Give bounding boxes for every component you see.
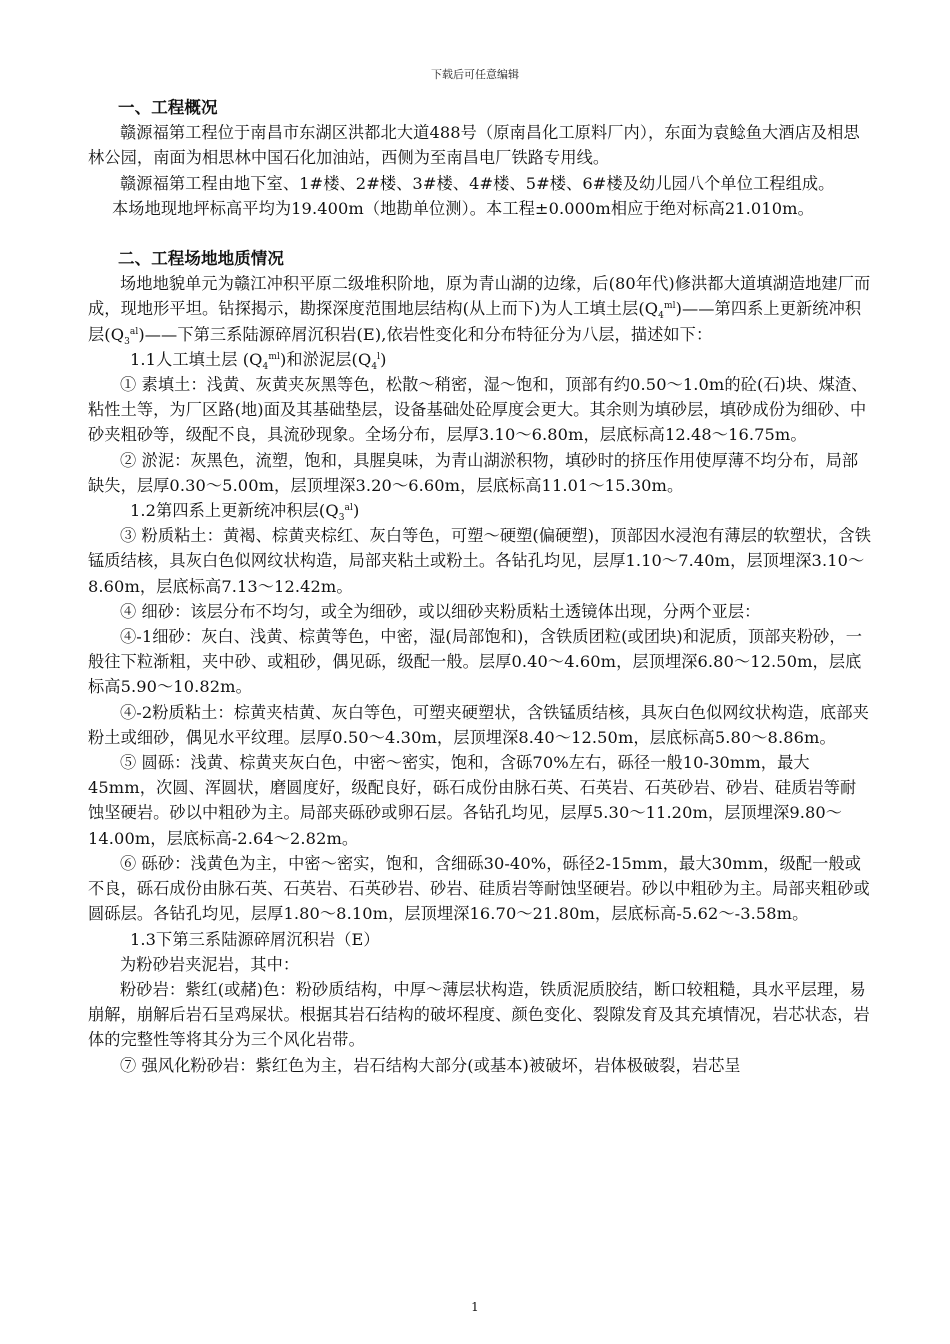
- spacer: [88, 221, 872, 246]
- superscript: ml: [268, 351, 280, 362]
- paragraph-siltstone: 粉砂岩：紫红(或赭)色：粉砂质结构，中厚～薄层状构造，铁质泥质胶结，断口较粗糙，具水平层理，易崩解，崩解后岩石呈鸡屎状。根据其岩石结构的破坏程度、颜色变化、裂隙发育及其充填情况，岩芯状态，岩体的完整性等将其分为三个风化岩带。: [88, 979, 870, 1050]
- subscript: 4: [371, 362, 378, 373]
- paragraph-rock-intro: 为粉砂岩夹泥岩，其中：: [120, 954, 300, 974]
- paragraph-round-gravel: ⑤ 圆砾：浅黄、棕黄夹灰白色，中密～密实，饱和，含砾70%左右，砾径一般10-30mm，最大45mm，次圆、浑圆状，磨圆度好，级配良好，砾石成份由脉石英、石英岩、石英砂岩、砂岩、硅质岩等耐蚀坚硬岩。砂以中粗砂为主。局部夹砾砂或卵石层。各钻孔均见，层厚5.30～11.20m，层顶埋深9.80～14.00m，层底标高-2.64～2.82m。: [88, 753, 857, 848]
- text-run: ): [380, 349, 387, 369]
- text-run: )——下第三系陆源碎屑沉积岩(E),依岩性变化和分布特征分为八层，描述如下：: [138, 324, 713, 344]
- document-body: [88, 95, 872, 1078]
- section-title-overview: 一、工程概况: [118, 98, 218, 117]
- paragraph-fine-sand: ④ 细砂：该层分布不均匀，或全为细砂，或以细砂夹粉质粘土透镜体出现，分两个亚层：: [120, 601, 761, 621]
- paragraph-fine-sand-sublayer-1: ④-1细砂：灰白、浅黄、棕黄等色，中密，湿(局部饱和)，含铁质团粒(或团块)和泥质，顶部夹粉砂，一般往下粒渐粗，夹中砂、或粗砂，偶见砾，级配一般。层厚0.40～4.60m，层顶埋深6.80～12.50m，层底标高5.90～10.82m。: [88, 627, 862, 697]
- text-run: 场地地貌单元为赣江冲积平原二级堆积阶地，原为青山湖的边缘，后(80年代)修洪都大道填湖造地建厂而成，现地形平坦。钻探揭示，勘探深度范围地层结构(从上而下)为人工填土层(Q: [88, 274, 871, 319]
- paragraph-fine-sand-sublayer-2: ④-2粉质粘土：棕黄夹桔黄、灰白等色，可塑夹硬塑状，含铁锰质结核，具灰白色似网纹状构造，底部夹粉土或细砂，偶见水平纹理。层厚0.50～4.30m，层顶埋深8.40～12.50m，层底标高5.80～8.86m。: [88, 702, 869, 747]
- superscript: ml: [663, 301, 676, 312]
- subheading-fill-layer: [88, 347, 872, 372]
- superscript: al: [344, 503, 353, 514]
- section-title-geology: 二、工程场地地质情况: [118, 249, 284, 269]
- paragraph-gravel-sand: ⑥ 砾砂：浅黄色为主，中密～密实，饱和，含细砾30-40%，砾径2-15mm，最大30mm，级配一般或不良，砾石成份由脉石英、石英岩、石英砂岩、砂岩、硅质岩等耐蚀坚硬岩。砂以中粗砂为主。局部夹粗砂或圆砾层。各钻孔均见，层厚1.80～8.10m，层顶埋深16.70～21.80m，层底标高-5.62～-3.58m。: [88, 853, 870, 924]
- text-run: ): [353, 501, 360, 521]
- subscript: 3: [338, 513, 345, 524]
- paragraph-silty-clay: ③ 粉质粘土：黄褐、棕黄夹棕红、灰白等色，可塑～硬塑(偏硬塑)，顶部因水浸泡有薄层的软塑状，含铁锰质结核，具灰白色似网纹状构造，局部夹粘土或粉土。各钻孔均见，层厚1.10～7.40m，层顶埋深3.10～8.60m，层底标高7.13～12.42m。: [88, 526, 872, 596]
- subscript: 3: [124, 336, 130, 347]
- subscript: 4: [658, 311, 664, 322]
- paragraph-plain-fill: ① 素填土：浅黄、灰黄夹灰黑等色，松散～稍密，湿～饱和，顶部有约0.50～1.0m的砼(石)块、煤渣、粘性土等，为厂区路(地)面及其基础垫层，设备基础处砼厚度会更大。其余则为填砂层，填砂成份为细砂、中砂夹粗砂等，级配不良，具流砂现象。全场分布，层厚3.10～6.80m，层底标高12.48～16.75m。: [88, 375, 868, 445]
- header-note: 下载后可任意编辑: [431, 68, 519, 81]
- paragraph-elevation: 本场地现地坪标高平均为19.400m（地勘单位测）。本工程±0.000m相应于绝对标高21.010m。: [112, 198, 814, 218]
- text-run: )和淤泥层(Q: [279, 349, 372, 369]
- paragraph-silt-mud: ② 淤泥：灰黑色，流塑，饱和，具腥臭味，为青山湖淤积物，填砂时的挤压作用使厚薄不均分布，局部缺失，层厚0.30～5.00m，层顶埋深3.20～6.60m，层底标高11.01～15.30m。: [88, 450, 859, 495]
- paragraph-location: 赣源福第工程位于南昌市东湖区洪都北大道488号（原南昌化工原料厂内），东面为袁鲶鱼大酒店及相思林公园，南面为相思林中国石化加油站，西侧为至南昌电厂铁路专用线。: [88, 123, 860, 168]
- subscript: 4: [262, 362, 269, 373]
- superscript: al: [129, 326, 139, 337]
- superscript: l: [377, 351, 381, 362]
- text-run: 1.1人工填土层 (Q: [130, 349, 263, 369]
- subheading-alluvial-layer: [88, 498, 872, 523]
- page-number: 1: [471, 1300, 479, 1314]
- paragraph-geomorphology: [88, 271, 872, 347]
- text-run: 1.2第四系上更新统冲积层(Q: [130, 501, 339, 521]
- paragraph-composition: 赣源福第工程由地下室、1#楼、2#楼、3#楼、4#楼、5#楼、6#楼及幼儿园八个单位工程组成。: [120, 173, 835, 193]
- subheading-clastic-rock: 1.3下第三系陆源碎屑沉积岩（E）: [130, 929, 380, 949]
- text-run: )——第四系上更新统冲积层(Q: [88, 299, 862, 344]
- paragraph-weathered-siltstone: ⑦ 强风化粉砂岩：紫红色为主，岩石结构大部分(或基本)被破坏，岩体极破裂，岩芯呈: [120, 1055, 741, 1075]
